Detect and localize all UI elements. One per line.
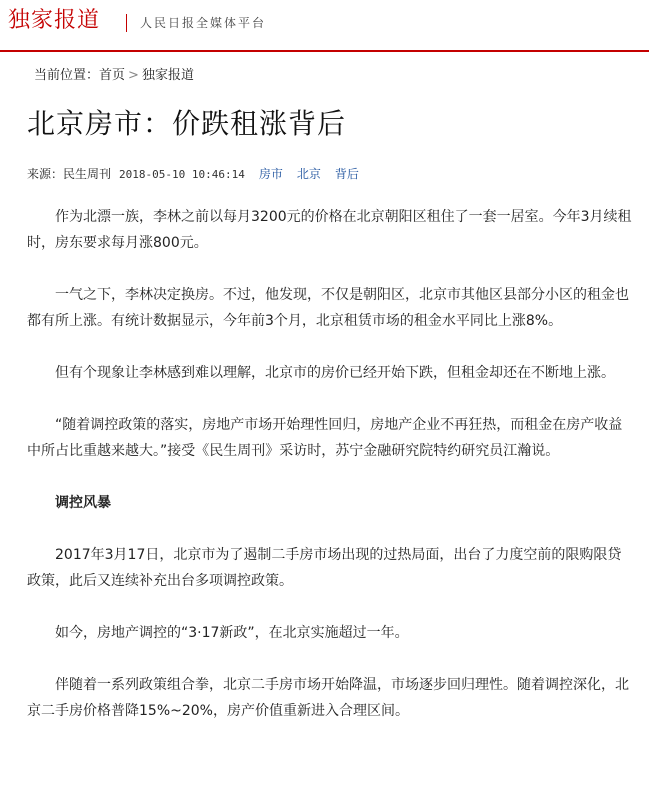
section-heading: 调控风暴 [55,495,111,511]
header-divider [126,14,127,32]
paragraph: 2017年3月17日，北京市为了遏制二手房市场出现的过热局面，出台了力度空前的限购限贷政策，此后又连续补充出台多项调控政策。 [27,547,622,589]
article-title: 北京房市：价跌租涨背后 [27,107,347,140]
paragraph: 一气之下，李林决定换房。不过，他发现，不仅是朝阳区，北京市其他区县部分小区的租金也都有所上涨。有统计数据显示，今年前3个月，北京租赁市场的租金水平同比上涨8%。 [27,287,629,329]
breadcrumb [34,66,194,86]
paragraph: 伴随着一系列政策组合拳，北京二手房市场开始降温，市场逐步回归理性。随着调控深化，北京二手房价格普降15%~20%，房产价值重新进入合理区间。 [27,677,629,719]
breadcrumb-separator: > [128,68,139,83]
paragraph: 作为北漂一族，李林之前以每月3200元的价格在北京朝阳区租住了一套一居室。今年3月续租时，房东要求每月涨800元。 [27,209,632,251]
paragraph: “随着调控政策的落实，房地产市场开始理性回归，房地产企业不再狂热，而租金在房产收益中所占比重越来越大。”接受《民生周刊》采访时，苏宁金融研究院特约研究员江瀚说。 [27,417,623,459]
site-brand[interactable]: 独家报道 [8,8,101,33]
paragraph: 如今，房地产调控的“3·17新政”，在北京实施超过一年。 [55,625,409,641]
article-source: 来源：民生周刊 [27,167,112,181]
paragraph: 但有个现象让李林感到难以理解，北京市的房价已经开始下跌，但租金却还在不断地上涨。 [55,365,615,381]
article-body [27,204,633,724]
tag-link[interactable]: 房市 [258,167,283,181]
breadcrumb-home-link[interactable]: 首页 [99,68,126,83]
article-date: 2018-05-10 10:46:14 [119,168,245,181]
breadcrumb-label: 当前位置： [34,68,100,83]
site-header [0,0,649,52]
article-meta [27,164,359,185]
tag-link[interactable]: 北京 [296,167,321,181]
tag-link[interactable]: 背后 [334,167,359,181]
breadcrumb-section-link[interactable]: 独家报道 [141,68,194,83]
site-tagline: 人民日报全媒体平台 [140,16,267,30]
